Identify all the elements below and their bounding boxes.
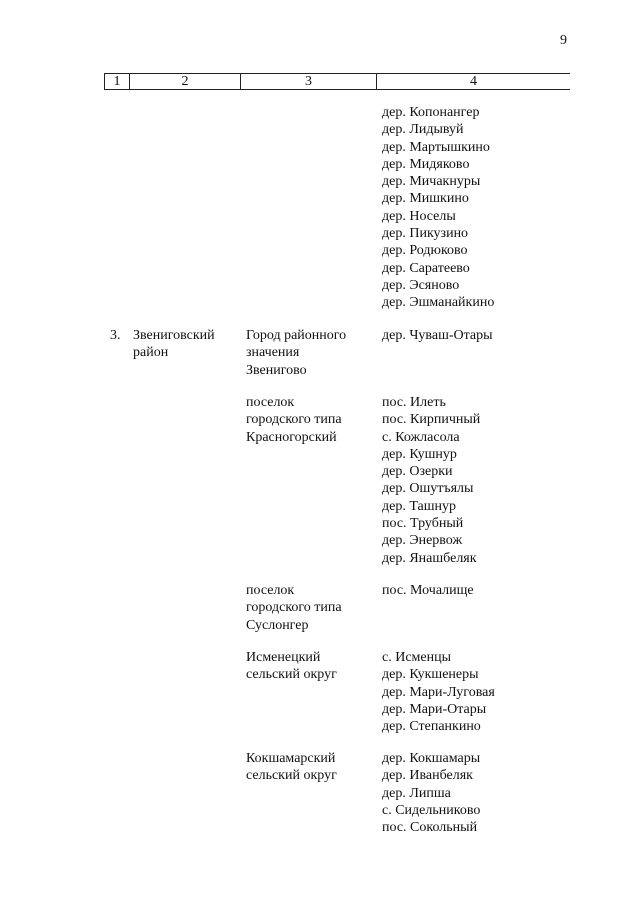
unit-line: Кокшамарский	[246, 751, 336, 766]
settlement-item: дер. Эсяново	[382, 277, 460, 293]
table-header-row	[104, 73, 570, 90]
header-col-4: 4	[470, 74, 477, 89]
municipal-unit	[246, 582, 342, 634]
unit-line: сельский округ	[246, 667, 337, 683]
municipal-unit	[246, 394, 342, 446]
settlement-list-continued	[382, 104, 494, 312]
settlement-list	[382, 394, 480, 567]
settlement-item: дер. Янашбеляк	[382, 550, 477, 566]
municipal-unit	[246, 327, 346, 379]
municipal-unit	[246, 750, 337, 785]
settlement-item: дер. Ташнур	[382, 498, 457, 514]
unit-line: поселок	[246, 583, 295, 598]
settlement-list	[382, 649, 495, 735]
header-col-3: 3	[241, 74, 377, 89]
unit-line: Суслонгер	[246, 617, 309, 633]
district-name-line: Звениговский	[133, 328, 215, 343]
settlement-item: дер. Копонангер	[382, 105, 480, 120]
settlement-item: дер. Мари-Луговая	[382, 684, 495, 700]
settlement-item: дер. Кукшенеры	[382, 667, 479, 683]
settlement-item: с. Сидельниково	[382, 802, 481, 818]
page-number: 9	[560, 33, 567, 48]
settlement-item: дер. Мари-Отары	[382, 701, 487, 717]
settlement-item: пос. Кирпичный	[382, 412, 481, 428]
unit-line: городского типа	[246, 412, 342, 428]
settlement-list	[382, 750, 480, 836]
district-name	[133, 327, 215, 362]
settlement-item: дер. Мидяково	[382, 156, 470, 172]
row-number: 3.	[110, 328, 121, 343]
settlement-item: дер. Лидывуй	[382, 122, 464, 138]
settlement-item: дер. Ошутъялы	[382, 481, 474, 497]
settlement-item: дер. Эшманайкино	[382, 295, 495, 311]
settlement-item: дер. Родюково	[382, 243, 468, 259]
settlement-list	[382, 327, 493, 344]
settlement-item: дер. Носелы	[382, 208, 456, 224]
unit-line: Красногорский	[246, 429, 337, 445]
settlement-item: дер. Чуваш-Отары	[382, 328, 493, 343]
unit-line: значения	[246, 345, 300, 361]
settlement-item: с. Кожласола	[382, 429, 460, 445]
settlement-item: дер. Липша	[382, 785, 451, 801]
settlement-item: пос. Сокольный	[382, 820, 478, 836]
settlement-item: дер. Энервож	[382, 533, 463, 549]
unit-line: Исменецкий	[246, 650, 321, 665]
settlement-item: дер. Саратеево	[382, 260, 470, 276]
header-col-2: 2	[130, 74, 241, 89]
settlement-item: пос. Трубный	[382, 516, 464, 532]
settlement-item: дер. Степанкино	[382, 719, 481, 735]
settlement-item: пос. Мочалище	[382, 583, 474, 598]
settlement-item: дер. Мартышкино	[382, 139, 490, 155]
settlement-item: дер. Мичакнуры	[382, 174, 481, 190]
settlement-item: дер. Пикузино	[382, 226, 469, 242]
municipal-unit	[246, 649, 337, 684]
settlement-item: дер. Кушнур	[382, 446, 457, 462]
settlement-item: дер. Озерки	[382, 464, 453, 480]
unit-line: городского типа	[246, 600, 342, 616]
settlement-item: дер. Иванбеляк	[382, 768, 473, 784]
settlement-item: дер. Кокшамары	[382, 751, 481, 766]
unit-line: поселок	[246, 395, 295, 410]
header-col-1: 1	[105, 74, 130, 89]
district-name-line: район	[133, 345, 169, 361]
unit-line: сельский округ	[246, 768, 337, 784]
settlement-list	[382, 582, 474, 599]
settlement-item: с. Исменцы	[382, 650, 452, 665]
settlement-item: пос. Илеть	[382, 395, 446, 410]
unit-line: Город районного	[246, 328, 347, 343]
unit-line: Звенигово	[246, 362, 307, 378]
settlement-item: дер. Мишкино	[382, 191, 469, 207]
